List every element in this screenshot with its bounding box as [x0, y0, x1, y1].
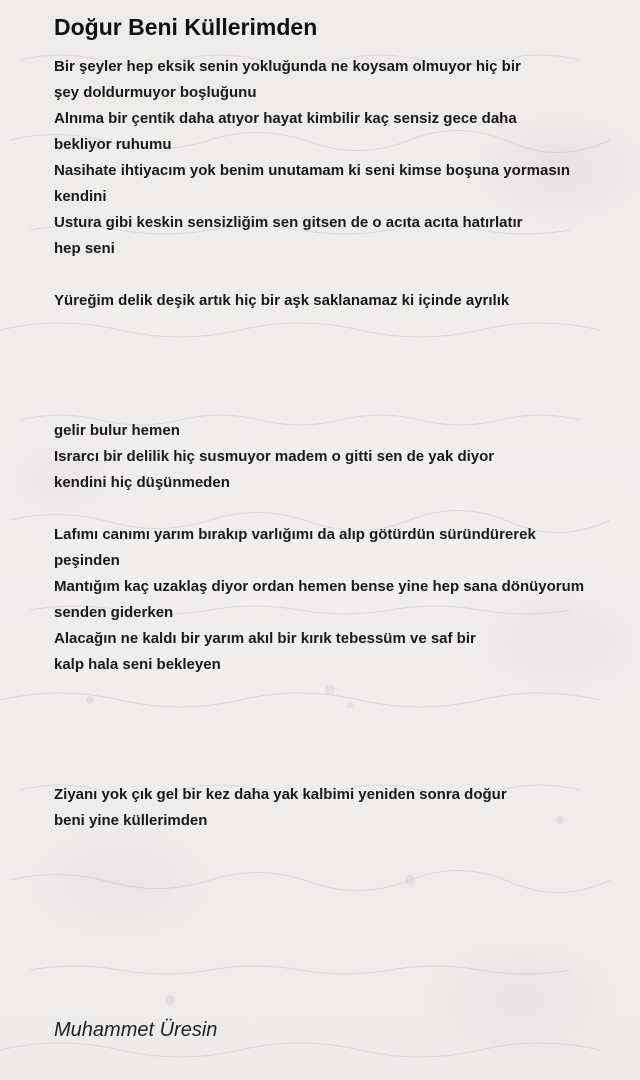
- poem-line: gelir bulur hemen: [54, 422, 180, 439]
- poem-line: senden giderken: [54, 604, 174, 621]
- poem-line: Yüreğim delik deşik artık hiç bir aşk saklanamaz ki içinde ayrılık: [54, 292, 510, 309]
- poem-line: beni yine küllerimden: [54, 812, 208, 829]
- poem-line: bekliyor ruhumu: [54, 136, 172, 153]
- poem-line: hep seni: [54, 240, 115, 257]
- poem-blank-line: [54, 704, 629, 730]
- poem-line: şey doldurmuyor boşluğunu: [54, 84, 257, 101]
- poem-title: Doğur Beni Küllerimden: [54, 14, 318, 40]
- poem-blank-line: [54, 756, 629, 782]
- poem-blank-line: [54, 340, 629, 366]
- poem-body: [54, 54, 629, 834]
- poem: [54, 12, 629, 834]
- poem-line: Ziyanı yok çık gel bir kez daha yak kalbimi yeniden sonra doğur: [54, 786, 507, 803]
- poem-line: peşinden: [54, 552, 120, 569]
- poem-line: Nasihate ihtiyacım yok benim unutamam ki seni kimse boşuna yormasın: [54, 162, 571, 179]
- poem-line: Lafımı canımı yarım bırakıp varlığımı da alıp götürdün süründürerek: [54, 526, 536, 543]
- poem-blank-line: [54, 392, 629, 418]
- poem-author: Muhammet Üresin: [54, 1019, 218, 1041]
- poem-blank-line: [54, 262, 629, 288]
- poem-line: Bir şeyler hep eksik senin yokluğunda ne koysam olmuyor hiç bir: [54, 58, 521, 75]
- poem-line: kendini: [54, 188, 107, 205]
- poem-line: kalp hala seni bekleyen: [54, 656, 221, 673]
- poem-line: Alnıma bir çentik daha atıyor hayat kimbilir kaç sensiz gece daha: [54, 110, 517, 127]
- poem-line: Israrcı bir delilik hiç susmuyor madem o gitti sen de yak diyor: [54, 448, 495, 465]
- poem-blank-line: [54, 678, 629, 704]
- poem-blank-line: [54, 730, 629, 756]
- poem-blank-line: [54, 496, 629, 522]
- poem-line: Alacağın ne kaldı bir yarım akıl bir kırık tebessüm ve saf bir: [54, 630, 476, 647]
- poem-line: Mantığım kaç uzaklaş diyor ordan hemen bense yine hep sana dönüyorum: [54, 578, 585, 595]
- poem-line: Ustura gibi keskin sensizliğim sen gitsen de o acıta acıta hatırlatır: [54, 214, 523, 231]
- poem-blank-line: [54, 314, 629, 340]
- poem-blank-line: [54, 366, 629, 392]
- poem-line: kendini hiç düşünmeden: [54, 474, 230, 491]
